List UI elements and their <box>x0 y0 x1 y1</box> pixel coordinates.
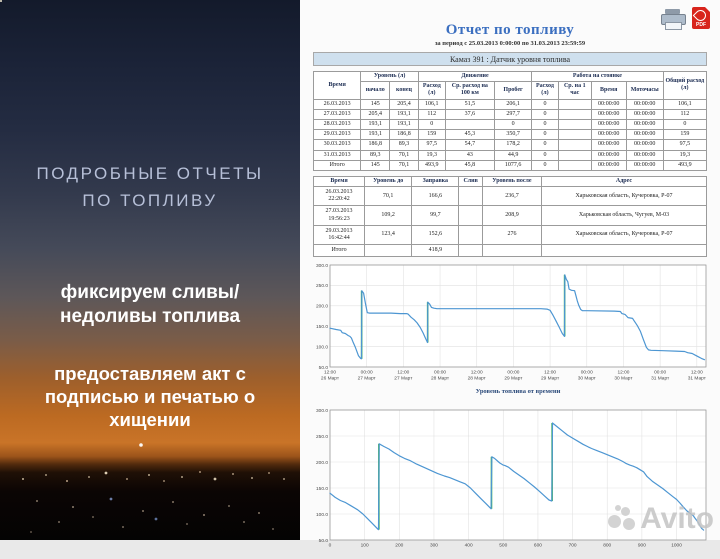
table-row <box>314 150 707 160</box>
svg-text:00:00: 00:00 <box>507 370 520 376</box>
table-cell: 276 <box>482 225 541 244</box>
table-cell <box>459 225 483 244</box>
svg-text:250.0: 250.0 <box>315 284 328 290</box>
table-cell: 70,1 <box>390 150 419 160</box>
table-cell: 159 <box>663 130 706 140</box>
table-cell <box>541 245 706 257</box>
table-header-cell: Расход (л) <box>532 82 559 99</box>
svg-text:200: 200 <box>395 543 404 549</box>
table-header-cell: Общий расход (л) <box>663 72 706 100</box>
table-cell: 45,8 <box>445 160 494 170</box>
table-cell: 0 <box>418 119 445 129</box>
table-cell: Итого <box>314 245 365 257</box>
table-cell: 19,3 <box>418 150 445 160</box>
table-header-cell: Слив <box>459 176 483 186</box>
table-cell: 89,3 <box>361 150 390 160</box>
table-cell: 123,4 <box>365 225 412 244</box>
svg-text:30 Март: 30 Март <box>614 376 633 382</box>
table-header-cell: Моточасы <box>626 82 663 99</box>
table-cell: 29.03.2013 16:42:44 <box>314 225 365 244</box>
svg-text:150.0: 150.0 <box>315 487 328 493</box>
table-cell: 166,6 <box>412 187 459 206</box>
fuel-summary-table-wrap <box>313 71 707 171</box>
table-header-cell: Заправка <box>412 176 459 186</box>
table-cell: 00:00:00 <box>591 150 626 160</box>
promo-heading <box>0 160 300 214</box>
table-cell: 206,1 <box>495 99 532 109</box>
pdf-export-icon[interactable] <box>692 7 710 29</box>
table-header-cell: Время <box>314 72 361 100</box>
table-cell: 27.03.2013 19:56:23 <box>314 206 365 225</box>
table-cell: 112 <box>663 109 706 119</box>
table-row <box>314 187 707 206</box>
svg-text:300.0: 300.0 <box>315 409 328 415</box>
svg-text:600: 600 <box>533 543 542 549</box>
svg-text:300.0: 300.0 <box>315 264 328 270</box>
table-cell: 00:00:00 <box>591 99 626 109</box>
report-toolbar <box>661 7 710 29</box>
svg-text:31 Март: 31 Март <box>687 376 706 382</box>
svg-text:100.0: 100.0 <box>315 513 328 519</box>
fuel-summary-table <box>313 71 707 171</box>
table-cell: 106,1 <box>663 99 706 109</box>
table-cell: 44,9 <box>495 150 532 160</box>
table-row <box>314 206 707 225</box>
table-cell: 0 <box>663 119 706 129</box>
print-icon-part <box>665 22 682 30</box>
svg-text:27 Март: 27 Март <box>357 376 376 382</box>
fuel-level-distance-chart <box>310 404 710 554</box>
table-cell: 00:00:00 <box>591 140 626 150</box>
table-cell <box>558 140 591 150</box>
svg-text:200.0: 200.0 <box>315 304 328 310</box>
promo-point-theft-act: предоставляем акт с подписью и печатью о хищении <box>44 363 256 431</box>
vehicle-banner: Камаз 391 : Датчик уровня топлива <box>313 52 707 66</box>
table-row <box>314 109 707 119</box>
svg-text:800: 800 <box>603 543 612 549</box>
table-cell: 493,9 <box>418 160 445 170</box>
table-cell: 236,7 <box>482 187 541 206</box>
svg-text:300: 300 <box>429 543 438 549</box>
table-header-cell: конец <box>390 82 419 99</box>
table-header-cell: Уровень до <box>365 176 412 186</box>
table-cell: 186,8 <box>390 130 419 140</box>
table-cell: 208,9 <box>482 206 541 225</box>
svg-text:100.0: 100.0 <box>315 345 328 351</box>
table-cell <box>445 119 494 129</box>
svg-text:00:00: 00:00 <box>360 370 373 376</box>
table-cell: 70,1 <box>365 187 412 206</box>
fuel-level-time-chart-wrap <box>310 261 710 400</box>
report-title: Отчет по топливу <box>445 22 575 38</box>
svg-text:12:00: 12:00 <box>397 370 410 376</box>
table-cell: 99,7 <box>412 206 459 225</box>
table-cell: 106,1 <box>418 99 445 109</box>
table-header-cell: Движение <box>418 72 531 82</box>
table-cell: 00:00:00 <box>626 160 663 170</box>
table-cell <box>558 160 591 170</box>
table-cell: 0 <box>532 160 559 170</box>
table-cell: 205,4 <box>361 109 390 119</box>
table-cell: 26.03.2013 22:20:42 <box>314 187 365 206</box>
svg-text:29 Март: 29 Март <box>504 376 523 382</box>
svg-text:12:00: 12:00 <box>470 370 483 376</box>
svg-text:00:00: 00:00 <box>580 370 593 376</box>
svg-text:31 Март: 31 Март <box>651 376 670 382</box>
table-row <box>314 140 707 150</box>
table-cell: 00:00:00 <box>591 119 626 129</box>
promo-heading-line2: ПО ТОПЛИВУ <box>82 191 218 211</box>
table-cell: 193,1 <box>361 130 390 140</box>
table-cell: 00:00:00 <box>626 109 663 119</box>
table-cell: 31.03.2013 <box>314 150 361 160</box>
table-row <box>314 130 707 140</box>
svg-text:1000: 1000 <box>671 543 682 549</box>
table-cell: 00:00:00 <box>626 140 663 150</box>
table-cell: 00:00:00 <box>591 109 626 119</box>
table-cell: Харьковская область, Кучеровка, Р-07 <box>541 187 706 206</box>
table-cell: 97,5 <box>418 140 445 150</box>
svg-text:100: 100 <box>360 543 369 549</box>
pdf-icon-fold <box>705 7 710 12</box>
table-header-cell: Адрес <box>541 176 706 186</box>
table-header-cell: Время <box>591 82 626 99</box>
table-cell: 0 <box>532 99 559 109</box>
table-cell: 00:00:00 <box>626 150 663 160</box>
table-cell <box>558 99 591 109</box>
svg-text:50.0: 50.0 <box>318 366 328 372</box>
table-cell: 29.03.2013 <box>314 130 361 140</box>
table-cell: 00:00:00 <box>626 119 663 129</box>
table-cell <box>558 130 591 140</box>
refuel-events-table-wrap <box>313 176 707 258</box>
table-cell <box>558 150 591 160</box>
table-cell: 493,9 <box>663 160 706 170</box>
table-header-cell: Уровень после <box>482 176 541 186</box>
table-cell: 19,3 <box>663 150 706 160</box>
svg-text:150.0: 150.0 <box>315 325 328 331</box>
table-cell: 418,9 <box>412 245 459 257</box>
table-cell: 70,1 <box>390 160 419 170</box>
table-cell: 109,2 <box>365 206 412 225</box>
table-cell <box>459 245 483 257</box>
svg-text:0: 0 <box>328 543 332 549</box>
table-cell: Харьковская область, Кучеровка, Р-07 <box>541 225 706 244</box>
svg-text:12:00: 12:00 <box>544 370 557 376</box>
table-header-cell: Ср. расход на 100 км <box>445 82 494 99</box>
table-header-cell: Уровень (л) <box>361 72 419 82</box>
table-cell <box>459 206 483 225</box>
table-cell: 00:00:00 <box>591 160 626 170</box>
report-period-subtitle: за период с 25.03.2013 0:00:00 по 31.03.2013 23:59:59 <box>434 40 586 47</box>
table-row <box>314 245 707 257</box>
fuel-level-time-chart <box>310 261 710 395</box>
table-cell: Итого <box>314 160 361 170</box>
table-cell: 350,7 <box>495 130 532 140</box>
table-header-cell: Время <box>314 176 365 186</box>
svg-text:500: 500 <box>499 543 508 549</box>
table-cell <box>365 245 412 257</box>
svg-text:27 Март: 27 Март <box>394 376 413 382</box>
table-cell: 97,5 <box>663 140 706 150</box>
fuel-level-distance-chart-wrap <box>310 404 710 559</box>
table-header-cell: Ср. на 1 час <box>558 82 591 99</box>
fuel-report-panel <box>300 0 720 549</box>
table-cell: 178,2 <box>495 140 532 150</box>
table-row <box>314 225 707 244</box>
svg-text:400: 400 <box>464 543 473 549</box>
table-cell: 0 <box>532 140 559 150</box>
table-row <box>314 119 707 129</box>
table-cell: 0 <box>532 130 559 140</box>
svg-text:28 Март: 28 Март <box>430 376 450 382</box>
table-cell: 1077,6 <box>495 160 532 170</box>
table-row <box>314 160 707 170</box>
table-cell: 297,7 <box>495 109 532 119</box>
table-cell: 00:00:00 <box>626 99 663 109</box>
table-cell: 186,8 <box>361 140 390 150</box>
promo-heading-line1: ПОДРОБНЫЕ ОТЧЕТЫ <box>36 164 264 183</box>
table-cell: 193,1 <box>390 109 419 119</box>
table-cell: 152,6 <box>412 225 459 244</box>
pdf-icon-label: PDF <box>696 21 706 28</box>
table-cell: 193,1 <box>390 119 419 129</box>
table-cell: Харьковская область, Чугуев, М-03 <box>541 206 706 225</box>
table-cell: 145 <box>361 99 390 109</box>
table-cell: 112 <box>418 109 445 119</box>
promo-panel <box>0 0 300 540</box>
table-cell: 0 <box>532 150 559 160</box>
svg-text:900: 900 <box>637 543 646 549</box>
svg-text:30 Март: 30 Март <box>577 376 596 382</box>
avito-watermark-label: Avito <box>640 502 714 535</box>
svg-text:00:00: 00:00 <box>434 370 447 376</box>
table-cell <box>459 187 483 206</box>
table-cell: 26.03.2013 <box>314 99 361 109</box>
promo-point-drains: фиксируем сливы/ недоливы топлива <box>59 282 241 327</box>
table-cell: 159 <box>418 130 445 140</box>
city-lights-decoration <box>0 0 2 2</box>
table-cell: 0 <box>532 109 559 119</box>
table-header-cell: Работа на стоянке <box>532 72 664 82</box>
print-icon[interactable] <box>661 9 685 29</box>
table-header-cell: Пробег <box>495 82 532 99</box>
table-cell: 89,3 <box>390 140 419 150</box>
table-cell: 28.03.2013 <box>314 119 361 129</box>
svg-text:200.0: 200.0 <box>315 461 328 467</box>
table-cell: 193,1 <box>361 119 390 129</box>
svg-text:50.0: 50.0 <box>318 539 328 545</box>
table-cell: 37,6 <box>445 109 494 119</box>
table-row <box>314 99 707 109</box>
svg-text:700: 700 <box>568 543 577 549</box>
table-cell: 54,7 <box>445 140 494 150</box>
table-cell: 205,4 <box>390 99 419 109</box>
table-cell: 51,5 <box>445 99 494 109</box>
table-cell: 0 <box>495 119 532 129</box>
table-cell <box>482 245 541 257</box>
table-cell: 00:00:00 <box>591 130 626 140</box>
svg-text:Уровень топлива от времени: Уровень топлива от времени <box>475 388 561 396</box>
svg-text:12:00: 12:00 <box>617 370 630 376</box>
svg-text:26 Март: 26 Март <box>320 376 340 382</box>
table-cell: 27.03.2013 <box>314 109 361 119</box>
table-header-cell: начало <box>361 82 390 99</box>
svg-text:28 Март: 28 Март <box>467 376 486 382</box>
svg-text:29 Март: 29 Март <box>541 376 560 382</box>
table-cell: 45,3 <box>445 130 494 140</box>
svg-text:12:00: 12:00 <box>690 370 703 376</box>
table-cell: 145 <box>361 160 390 170</box>
table-cell <box>558 119 591 129</box>
table-cell: 30.03.2013 <box>314 140 361 150</box>
refuel-events-table <box>313 176 707 258</box>
table-header-cell: Расход (л) <box>418 82 445 99</box>
svg-text:00:00: 00:00 <box>654 370 667 376</box>
table-cell <box>558 109 591 119</box>
svg-text:12:00: 12:00 <box>323 370 337 376</box>
table-cell: 00:00:00 <box>626 130 663 140</box>
table-cell: 0 <box>532 119 559 129</box>
table-cell: 43 <box>445 150 494 160</box>
svg-text:250.0: 250.0 <box>315 435 328 441</box>
